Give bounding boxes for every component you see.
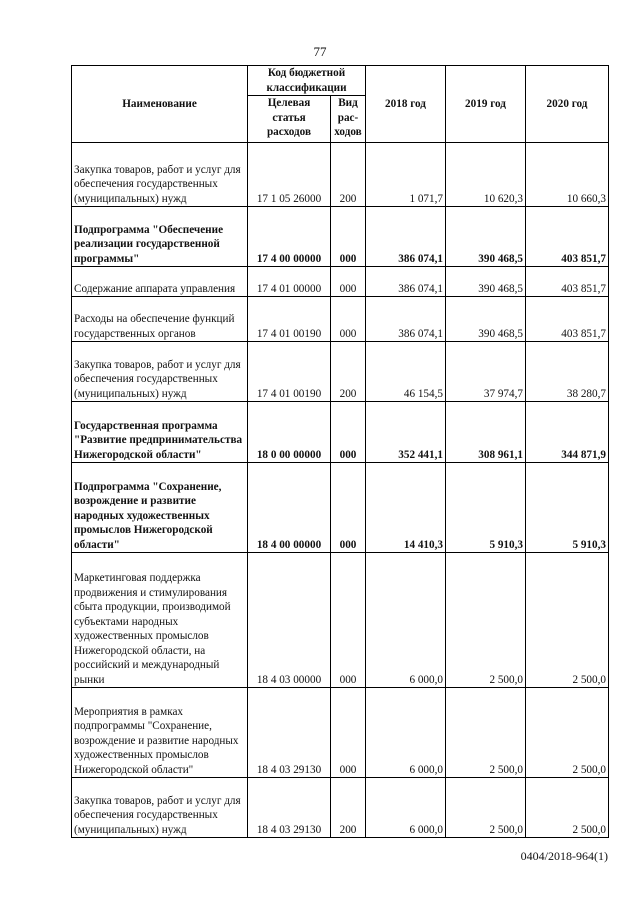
row-name: Закупка товаров, работ и услуг для обеспечения государственных (муниципальных) нужд [72,342,248,402]
header-name: Наименование [72,66,248,143]
row-expense-kind: 000 [331,463,366,553]
row-value-2018: 386 074,1 [366,267,446,297]
row-expense-kind: 000 [331,207,366,267]
row-target-code: 17 1 05 26000 [248,143,331,207]
row-value-2020: 403 851,7 [526,297,609,342]
row-value-2019: 390 468,5 [446,297,526,342]
row-target-code: 17 4 00 00000 [248,207,331,267]
row-value-2019: 2 500,0 [446,688,526,778]
document-code: 0404/2018-964(1) [520,849,608,863]
row-value-2018: 386 074,1 [366,207,446,267]
row-value-2018: 6 000,0 [366,778,446,838]
header-code-group: Код бюджетной классификации [248,66,366,96]
row-value-2019: 390 468,5 [446,207,526,267]
row-target-code: 18 4 03 00000 [248,553,331,688]
row-name: Мероприятия в рамках подпрограммы "Сохранение, возрождение и развитие народных художественных промыслов Нижегородской области" [72,688,248,778]
row-value-2020: 10 660,3 [526,143,609,207]
row-expense-kind: 000 [331,297,366,342]
row-name: Закупка товаров, работ и услуг для обеспечения государственных (муниципальных) нужд [72,778,248,838]
table-row [72,143,609,207]
row-value-2020: 403 851,7 [526,267,609,297]
table-row [72,297,609,342]
header-target: Целевая статья расходов [248,96,331,143]
row-target-code: 18 0 00 00000 [248,402,331,463]
row-value-2018: 352 441,1 [366,402,446,463]
row-expense-kind: 000 [331,267,366,297]
row-value-2020: 5 910,3 [526,463,609,553]
table-row [72,463,609,553]
row-target-code: 18 4 03 29130 [248,688,331,778]
row-value-2018: 386 074,1 [366,297,446,342]
row-name: Содержание аппарата управления [72,267,248,297]
table-row [72,688,609,778]
row-target-code: 17 4 01 00190 [248,342,331,402]
table-row [72,207,609,267]
row-value-2020: 2 500,0 [526,553,609,688]
row-target-code: 18 4 03 29130 [248,778,331,838]
row-value-2018: 6 000,0 [366,553,446,688]
row-name: Подпрограмма "Сохранение, возрождение и развитие народных художественных промыслов Нижегородской области" [72,463,248,553]
header-2019: 2019 год [446,66,526,143]
row-value-2020: 403 851,7 [526,207,609,267]
row-target-code: 17 4 01 00000 [248,267,331,297]
row-name: Закупка товаров, работ и услуг для обеспечения государственных (муниципальных) нужд [72,143,248,207]
row-value-2019: 5 910,3 [446,463,526,553]
row-expense-kind: 200 [331,778,366,838]
row-target-code: 18 4 00 00000 [248,463,331,553]
row-name: Государственная программа "Развитие предпринимательства Нижегородской области" [72,402,248,463]
row-value-2020: 38 280,7 [526,342,609,402]
table-row [72,342,609,402]
table-row [72,402,609,463]
row-value-2018: 6 000,0 [366,688,446,778]
header-kind: Вид рас- ходов [331,96,366,143]
row-value-2019: 10 620,3 [446,143,526,207]
row-value-2019: 2 500,0 [446,553,526,688]
table-row [72,553,609,688]
row-value-2019: 2 500,0 [446,778,526,838]
header-2020: 2020 год [526,66,609,143]
row-value-2019: 37 974,7 [446,342,526,402]
row-value-2020: 344 871,9 [526,402,609,463]
row-value-2020: 2 500,0 [526,688,609,778]
row-expense-kind: 200 [331,143,366,207]
header-2018: 2018 год [366,66,446,143]
row-expense-kind: 000 [331,688,366,778]
row-expense-kind: 000 [331,402,366,463]
row-expense-kind: 200 [331,342,366,402]
row-target-code: 17 4 01 00190 [248,297,331,342]
row-value-2018: 1 071,7 [366,143,446,207]
budget-table [71,65,609,838]
row-value-2019: 390 468,5 [446,267,526,297]
row-value-2019: 308 961,1 [446,402,526,463]
row-value-2020: 2 500,0 [526,778,609,838]
row-name: Подпрограмма "Обеспечение реализации государственной программы" [72,207,248,267]
row-expense-kind: 000 [331,553,366,688]
page-number: 77 [313,44,327,59]
table-row [72,778,609,838]
table-row [72,267,609,297]
row-value-2018: 14 410,3 [366,463,446,553]
row-name: Расходы на обеспечение функций государственных органов [72,297,248,342]
row-name: Маркетинговая поддержка продвижения и стимулирования сбыта продукции, производимой субъектами народных художественных промыслов Нижегородской области, на российский и международный рынки [72,553,248,688]
row-value-2018: 46 154,5 [366,342,446,402]
